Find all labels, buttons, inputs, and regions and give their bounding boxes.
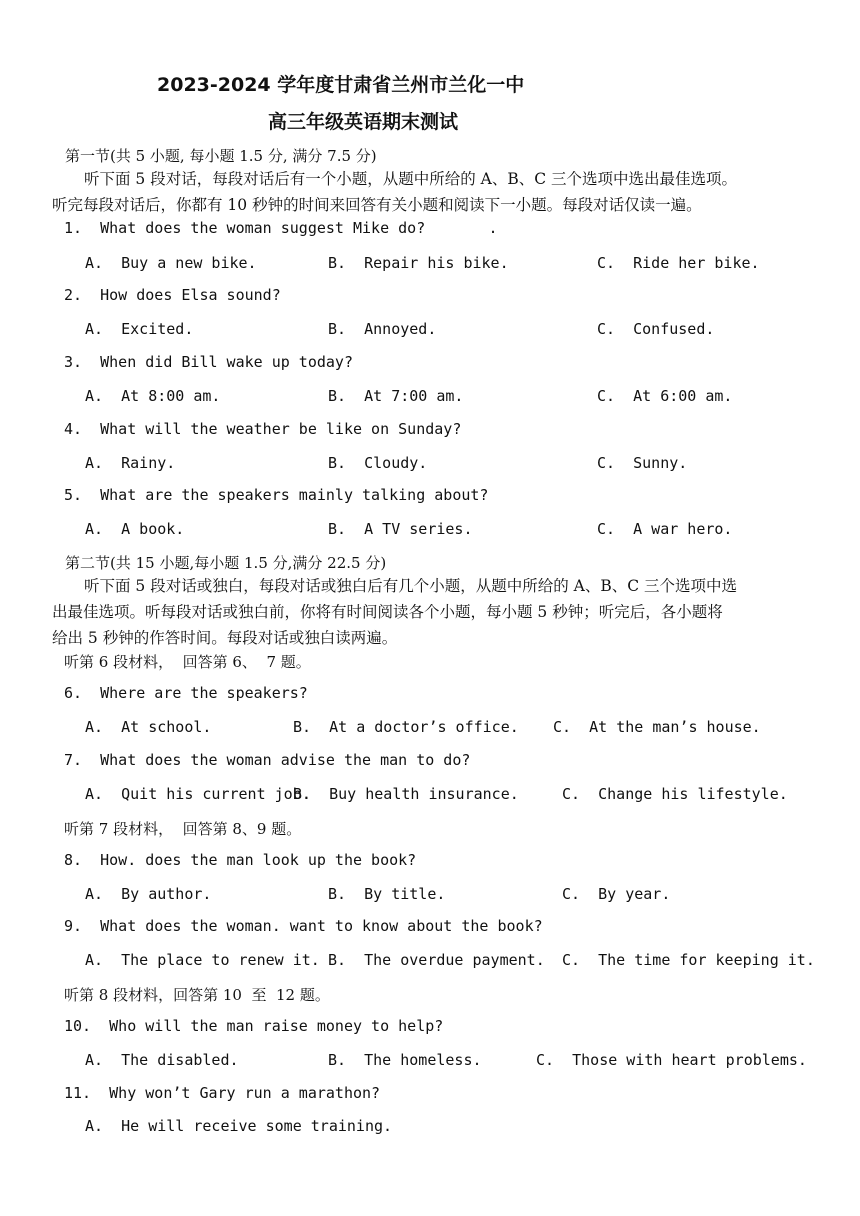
question-4-option-b: B. Cloudy. [328,454,428,472]
question-10-option-c: C. Those with heart problems. [536,1051,807,1069]
question-6-option-b: B. At a doctor’s office. [293,718,519,736]
material-7-note: 听第 7 段材料， 回答第 8、9 题。 [64,820,302,838]
question-1-option-c: C. Ride her bike. [597,254,760,272]
question-6-option-c: C. At the man’s house. [553,718,761,736]
question-10-option-a: A. The disabled. [85,1051,239,1069]
question-4-option-a: A. Rainy. [85,454,176,472]
section2-heading: 第二节(共 15 小题,每小题 1.5 分,满分 22.5 分) [65,554,387,572]
section1-heading: 第一节(共 5 小题, 每小题 1.5 分, 满分 7.5 分) [65,147,377,165]
question-5-stem: 5. What are the speakers mainly talking about? [64,486,489,504]
question-10-stem: 10. Who will the man raise money to help? [64,1017,444,1035]
question-10-option-b: B. The homeless. [328,1051,482,1069]
question-5-option-c: C. A war hero. [597,520,733,538]
question-3-stem: 3. When did Bill wake up today? [64,353,353,371]
question-11-stem: 11. Why won’t Gary run a marathon? [64,1084,381,1102]
question-1-option-a: A. Buy a new bike. [85,254,257,272]
question-4-stem: 4. What will the weather be like on Sunday? [64,420,462,438]
exam-title-line2: 高三年级英语期末测试 [268,111,459,133]
question-7-option-b: B. Buy health insurance. [293,785,519,803]
section1-instructions-line2: 听完每段对话后，你都有 10 秒钟的时间来回答有关小题和阅读下一小题。每段对话仅读一遍。 [52,196,702,214]
question-9-stem: 9. What does the woman. want to know about the book? [64,917,543,935]
question-7-option-a: A. Quit his current job. [85,785,311,803]
question-6-stem: 6. Where are the speakers? [64,684,308,702]
question-4-option-c: C. Sunny. [597,454,688,472]
question-2-option-c: C. Confused. [597,320,715,338]
question-2-option-a: A. Excited. [85,320,194,338]
question-6-option-a: A. At school. [85,718,212,736]
section2-instructions-line3: 给出 5 秒钟的作答时间。每段对话或独白读两遍。 [52,629,398,647]
question-8-option-c: C. By year. [562,885,671,903]
section1-instructions-line1: 听下面 5 段对话，每段对话后有一个小题，从题中所给的 A、B、C 三个选项中选出最佳选项。 [84,170,738,188]
question-5-option-a: A. A book. [85,520,185,538]
question-7-option-c: C. Change his lifestyle. [562,785,788,803]
section2-instructions-line2: 出最佳选项。听每段对话或独白前，你将有时间阅读各个小题，每小题 5 秒钟；听完后，各小题将 [52,603,723,621]
question-3-option-b: B. At 7:00 am. [328,387,464,405]
question-7-stem: 7. What does the woman advise the man to do? [64,751,471,769]
material-8-note: 听第 8 段材料，回答第 10 至 12 题。 [64,986,330,1004]
exam-title-line1: 2023-2024 学年度甘肃省兰州市兰化一中 [157,74,525,96]
question-1-option-b: B. Repair his bike. [328,254,509,272]
question-9-option-a: A. The place to renew it. [85,951,320,969]
question-11-option-a: A. He will receive some training. [85,1117,393,1135]
question-1-stem: 1. What does the woman suggest Mike do? . [64,219,498,237]
question-8-option-b: B. By title. [328,885,446,903]
material-6-note: 听第 6 段材料， 回答第 6、 7 题。 [64,653,311,671]
section2-instructions-line1: 听下面 5 段对话或独白，每段对话或独白后有几个小题，从题中所给的 A、B、C 三个选项中选 [84,577,738,595]
question-9-option-b: B. The overdue payment. [328,951,545,969]
question-3-option-c: C. At 6:00 am. [597,387,733,405]
question-2-option-b: B. Annoyed. [328,320,437,338]
question-8-stem: 8. How. does the man look up the book? [64,851,417,869]
question-2-stem: 2. How does Elsa sound? [64,286,281,304]
question-5-option-b: B. A TV series. [328,520,473,538]
question-8-option-a: A. By author. [85,885,212,903]
question-3-option-a: A. At 8:00 am. [85,387,221,405]
question-9-option-c: C. The time for keeping it. [562,951,815,969]
